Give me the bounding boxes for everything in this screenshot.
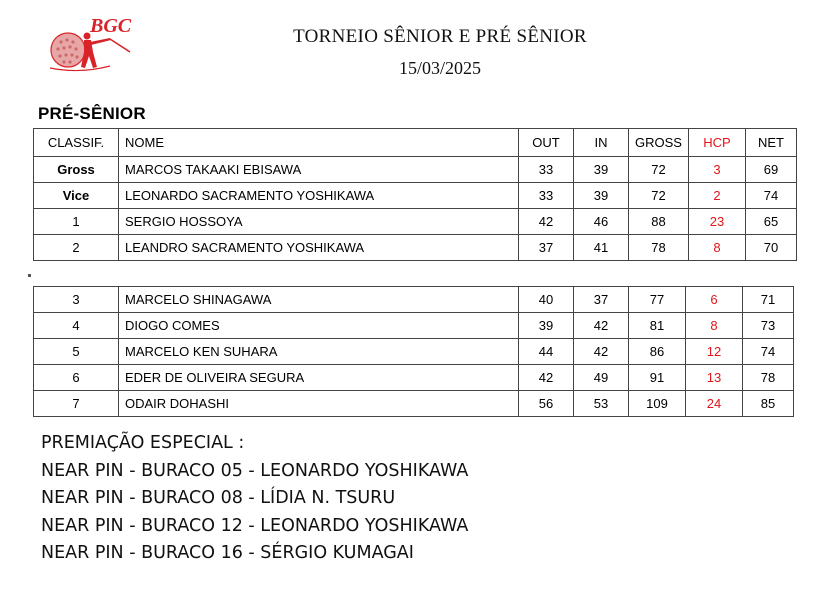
cell-nome: LEANDRO SACRAMENTO YOSHIKAWA	[119, 235, 519, 261]
cell-nome: SERGIO HOSSOYA	[119, 209, 519, 235]
cell-out: 44	[519, 339, 574, 365]
table-row	[34, 157, 797, 183]
cell-in: 42	[574, 339, 629, 365]
table-row	[34, 365, 794, 391]
cell-classif: 7	[34, 391, 119, 417]
cell-hcp: 12	[686, 339, 743, 365]
special-awards	[41, 430, 468, 568]
cell-in: 37	[574, 287, 629, 313]
cell-classif: 5	[34, 339, 119, 365]
cell-net: 85	[743, 391, 794, 417]
section-title: PRÉ-SÊNIOR	[38, 104, 146, 123]
cell-hcp: 8	[688, 235, 745, 261]
cell-in: 46	[574, 209, 629, 235]
cell-hcp: 2	[688, 183, 745, 209]
cell-classif: 1	[34, 209, 119, 235]
col-header-out: OUT	[519, 129, 574, 157]
cell-hcp: 8	[686, 313, 743, 339]
cell-classif: Gross	[34, 157, 119, 183]
document-header	[230, 25, 650, 81]
table-row	[34, 235, 797, 261]
cell-gross: 72	[629, 157, 689, 183]
cell-out: 39	[519, 313, 574, 339]
cell-gross: 86	[629, 339, 686, 365]
special-awards-title: PREMIAÇÃO ESPECIAL :	[41, 433, 245, 453]
results-table-bottom	[33, 286, 794, 417]
cell-classif: 6	[34, 365, 119, 391]
cell-classif: 3	[34, 287, 119, 313]
cell-out: 40	[519, 287, 574, 313]
cell-nome: MARCELO SHINAGAWA	[119, 287, 519, 313]
col-header-net: NET	[745, 129, 796, 157]
award-line: NEAR PIN - BURACO 16 - SÉRGIO KUMAGAI	[41, 543, 414, 563]
cell-net: 74	[743, 339, 794, 365]
table-row	[34, 209, 797, 235]
table-row	[34, 287, 794, 313]
table-row	[34, 313, 794, 339]
col-header-nome: NOME	[119, 129, 519, 157]
cell-out: 42	[519, 209, 574, 235]
cell-hcp: 6	[686, 287, 743, 313]
cell-gross: 72	[629, 183, 689, 209]
cell-net: 65	[745, 209, 796, 235]
cell-gross: 78	[629, 235, 689, 261]
cell-gross: 77	[629, 287, 686, 313]
cell-gross: 109	[629, 391, 686, 417]
cell-net: 69	[745, 157, 796, 183]
cell-hcp: 23	[688, 209, 745, 235]
col-header-hcp: HCP	[688, 129, 745, 157]
cell-nome: MARCELO KEN SUHARA	[119, 339, 519, 365]
cell-classif: 2	[34, 235, 119, 261]
cell-net: 78	[743, 365, 794, 391]
cell-out: 33	[519, 183, 574, 209]
cell-in: 53	[574, 391, 629, 417]
cell-out: 33	[519, 157, 574, 183]
logo-text: BGC	[90, 15, 132, 37]
cell-nome: ODAIR DOHASHI	[119, 391, 519, 417]
cell-nome: LEONARDO SACRAMENTO YOSHIKAWA	[119, 183, 519, 209]
cell-net: 70	[745, 235, 796, 261]
cell-out: 56	[519, 391, 574, 417]
award-line: NEAR PIN - BURACO 08 - LÍDIA N. TSURU	[41, 488, 396, 508]
cell-gross: 81	[629, 313, 686, 339]
cell-hcp: 24	[686, 391, 743, 417]
table-row	[34, 391, 794, 417]
cell-net: 73	[743, 313, 794, 339]
cell-gross: 91	[629, 365, 686, 391]
divider-mark	[28, 274, 31, 277]
col-header-in: IN	[574, 129, 629, 157]
table-row	[34, 339, 794, 365]
cell-nome: MARCOS TAKAAKI EBISAWA	[119, 157, 519, 183]
cell-in: 42	[574, 313, 629, 339]
cell-hcp: 13	[686, 365, 743, 391]
cell-nome: DIOGO COMES	[119, 313, 519, 339]
cell-hcp: 3	[688, 157, 745, 183]
tournament-title: TORNEIO SÊNIOR E PRÉ SÊNIOR	[293, 26, 587, 47]
cell-classif: Vice	[34, 183, 119, 209]
cell-in: 39	[574, 157, 629, 183]
cell-in: 49	[574, 365, 629, 391]
cell-net: 74	[745, 183, 796, 209]
col-header-gross: GROSS	[629, 129, 689, 157]
results-table-top	[33, 128, 797, 261]
cell-out: 42	[519, 365, 574, 391]
table-row	[34, 183, 797, 209]
table-header-row	[34, 129, 797, 157]
award-line: NEAR PIN - BURACO 05 - LEONARDO YOSHIKAWA	[41, 460, 469, 481]
award-line: NEAR PIN - BURACO 12 - LEONARDO YOSHIKAWA	[41, 515, 469, 536]
cell-nome: EDER DE OLIVEIRA SEGURA	[119, 365, 519, 391]
tournament-date: 15/03/2025	[398, 58, 481, 78]
cell-in: 39	[574, 183, 629, 209]
cell-net: 71	[743, 287, 794, 313]
cell-in: 41	[574, 235, 629, 261]
col-header-classif: CLASSIF.	[34, 129, 119, 157]
cell-classif: 4	[34, 313, 119, 339]
cell-out: 37	[519, 235, 574, 261]
cell-gross: 88	[629, 209, 689, 235]
club-logo	[40, 12, 136, 82]
